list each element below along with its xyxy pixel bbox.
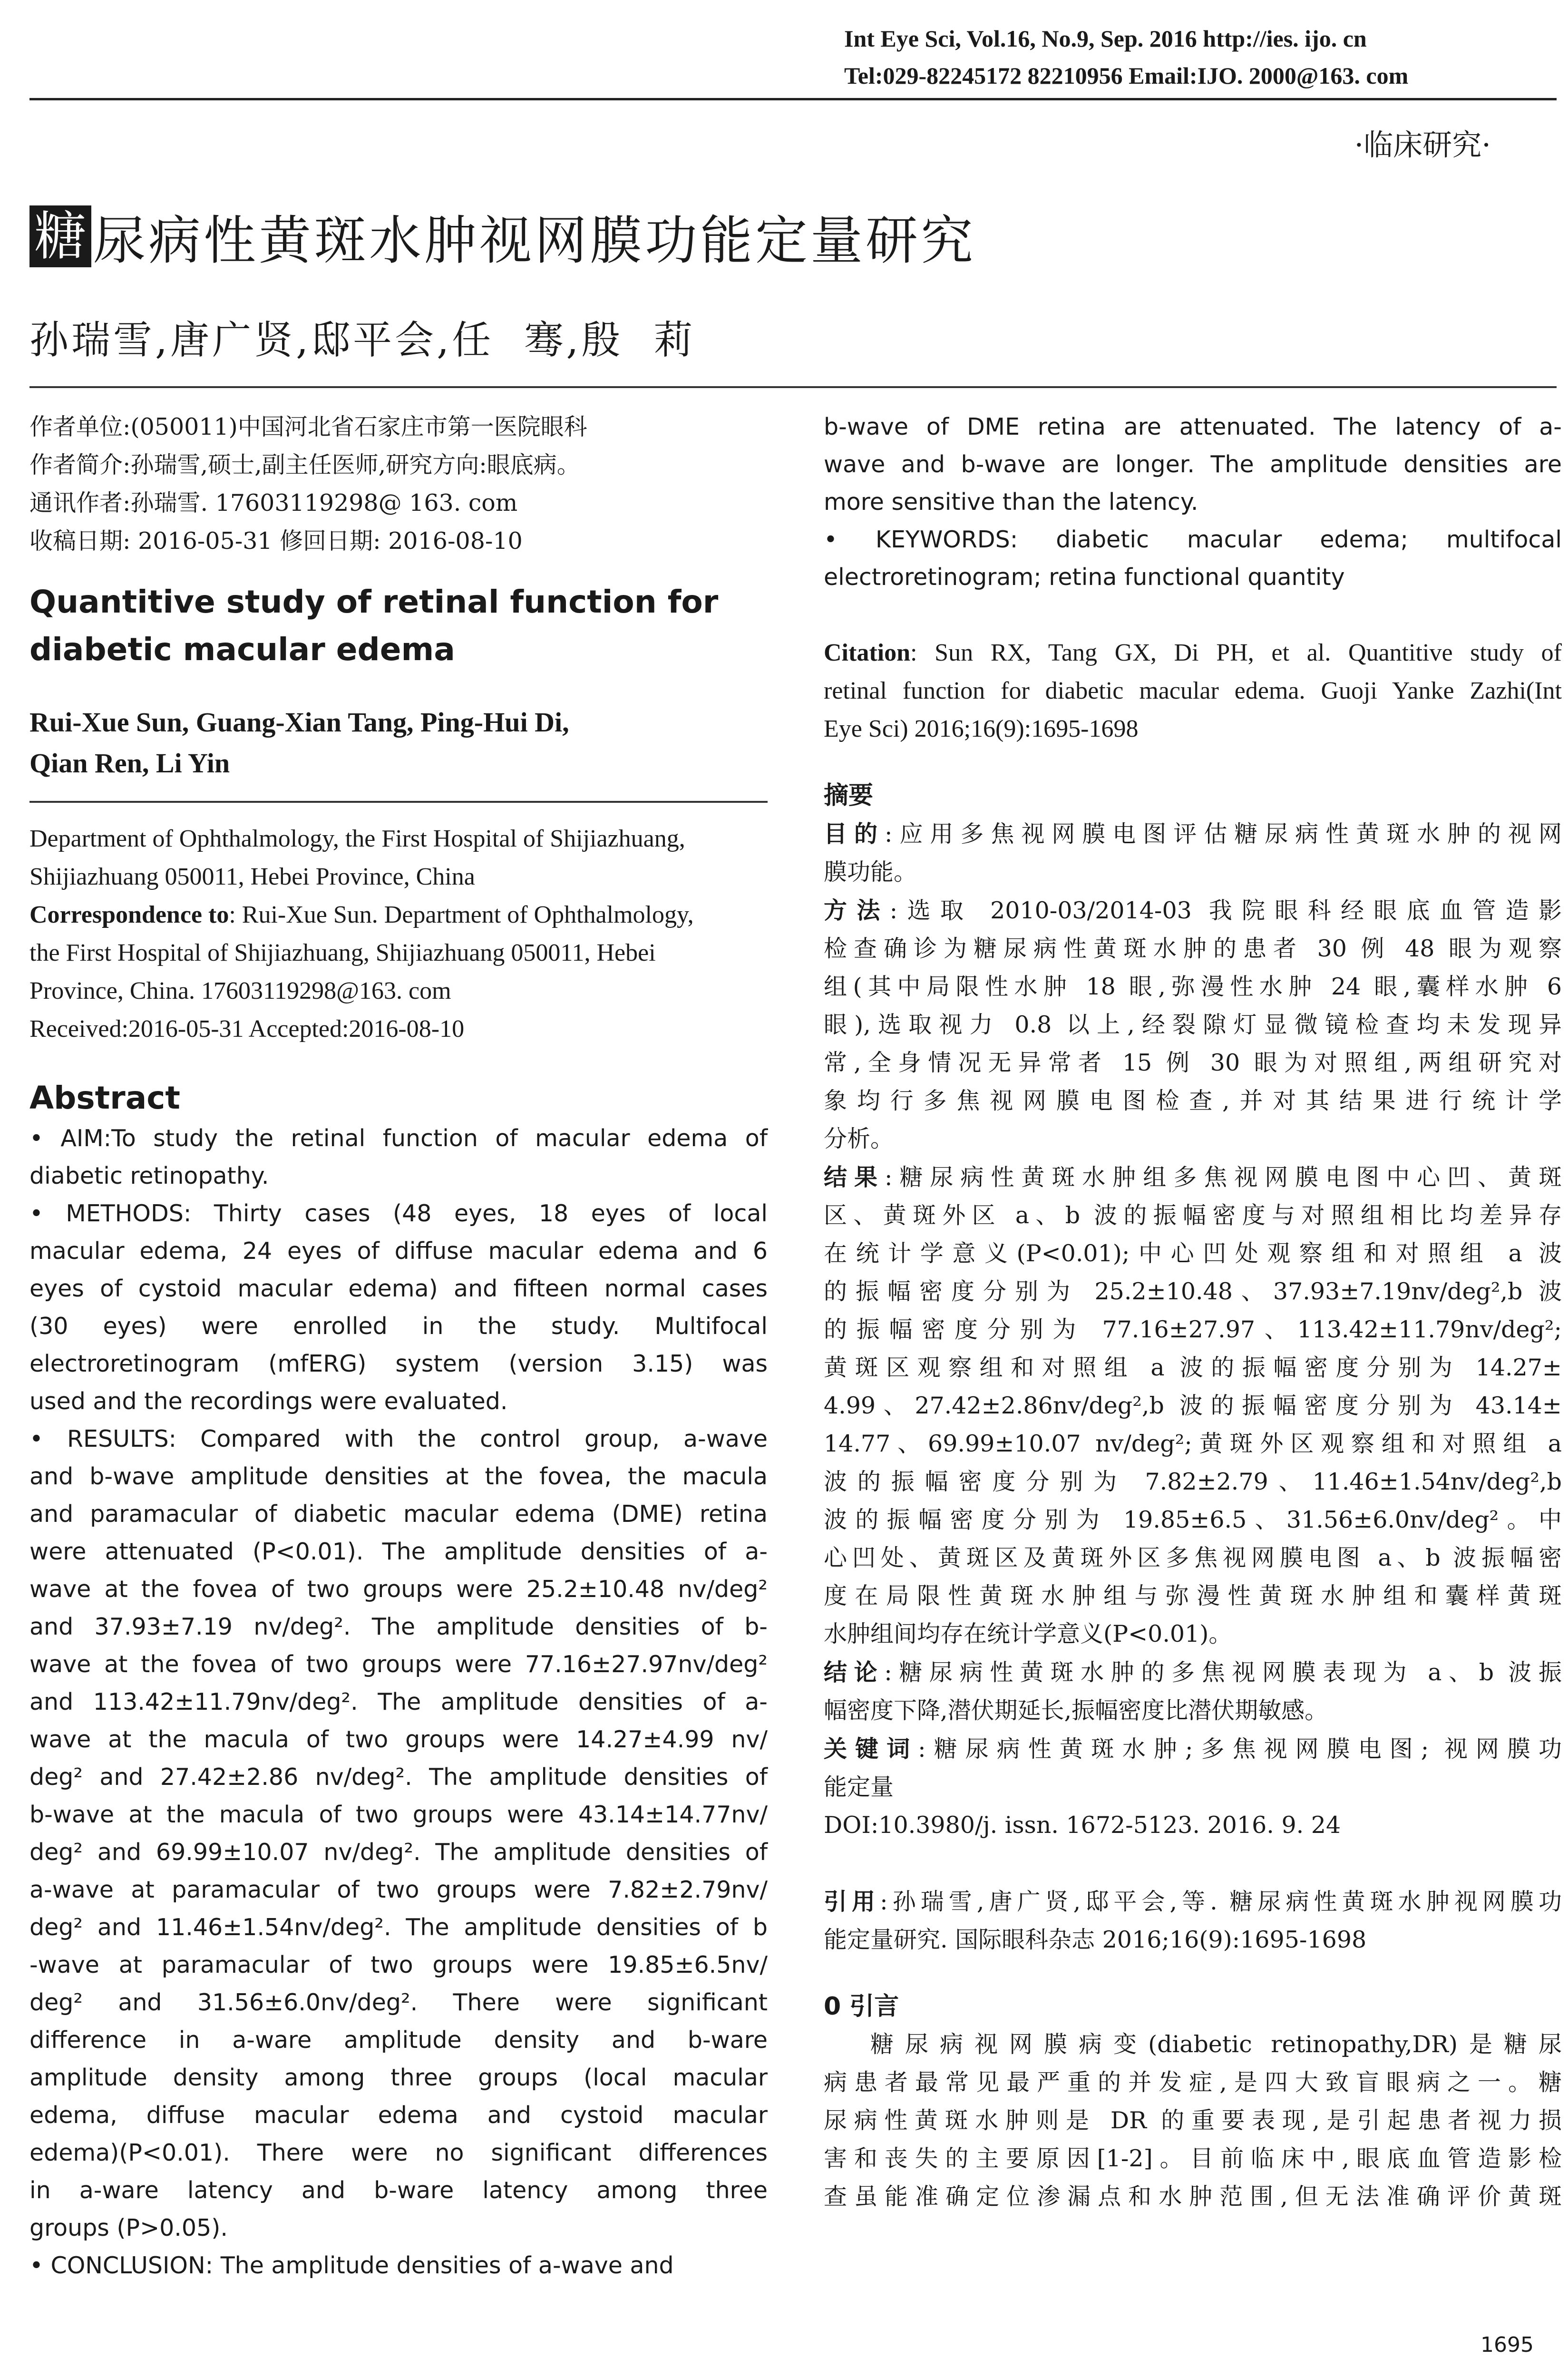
abstract-line: electroretinogram; retina functional quantity: [824, 564, 1345, 591]
affiliation-line: Province, China. 17603119298@163. com: [29, 977, 451, 1004]
abstract-line: deg² and 69.99±10.07 nv/deg². The amplitude densities of: [29, 1839, 768, 1866]
abstract-line: wave at the fovea of two groups were 25.2±10.48 nv/deg²: [29, 1576, 768, 1603]
english-affiliation: [29, 820, 768, 1048]
english-title: [29, 578, 768, 673]
affiliation-line: Shijiazhuang 050011, Hebei Province, China: [29, 863, 475, 890]
abstract-line: a-wave at paramacular of two groups were 7.82±2.79nv/: [29, 1876, 768, 1903]
zhaiyao-line: 结论:糖尿病性黄斑水肿的多焦视网膜表现为 a、b 波振: [824, 1658, 1562, 1686]
abstract-line: wave at the fovea of two groups were 77.16±27.97nv/deg²: [29, 1651, 768, 1678]
left-column: [29, 408, 768, 2284]
chinese-citation: [824, 1882, 1562, 1959]
intro-line: 害和丧失的主要原因[1-2]。目前临床中,眼底血管造影检: [824, 2145, 1562, 2172]
citation-block: [824, 634, 1562, 748]
zhaiyao-line: 心凹处、黄斑区及黄斑外区多焦视网膜电图 a、b 波振幅密: [824, 1544, 1562, 1571]
zhaiyao-line: 的振幅密度分别为 77.16±27.97、113.42±11.79nv/deg²;: [824, 1316, 1562, 1343]
zhaiyao-line: DOI:10.3980/j. issn. 1672-5123. 2016. 9. 24: [824, 1812, 1341, 1839]
zhaiyao-line: 在统计学意义(P<0.01);中心凹处观察组和对照组 a 波: [824, 1240, 1562, 1267]
zhaiyao-line: 波的振幅密度分别为 7.82±2.79、11.46±1.54nv/deg²,b: [824, 1468, 1562, 1495]
abstract-line: -wave at paramacular of two groups were 19.85±6.5nv/: [29, 1951, 768, 1978]
abstract-line: wave and b-wave are longer. The amplitude densities are: [824, 451, 1562, 478]
header-rule: [29, 98, 1557, 100]
intro-heading: 0 引言: [824, 1992, 899, 2021]
abstract-line: • METHODS: Thirty cases (48 eyes, 18 eyes of local: [29, 1200, 768, 1227]
zhaiyao-line: 能定量: [824, 1773, 894, 1801]
author-info-line: 作者简介:孙瑞雪,硕士,副主任医师,研究方向:眼底病。: [29, 451, 580, 478]
english-title-line: diabetic macular edema: [29, 631, 455, 668]
zhaiyao-line: 水肿组间均存在统计学意义(P<0.01)。: [824, 1620, 1232, 1647]
zhaiyao-line: 象均行多焦视网膜电图检查,并对其结果进行统计学: [824, 1087, 1562, 1114]
abstract-body: [29, 1120, 768, 2284]
author-info-cn: [29, 408, 768, 560]
abstract-line: edema, diffuse macular edema and cystoid macular: [29, 2102, 768, 2129]
abstract-line: electroretinogram (mfERG) system (version 3.15) was: [29, 1350, 768, 1377]
zhaiyao-line: 度在局限性黄斑水肿组与弥漫性黄斑水肿组和囊样黄斑: [824, 1582, 1562, 1609]
abstract-line: • CONCLUSION: The amplitude densities of a-wave and: [29, 2252, 674, 2279]
zhaiyao-line: 结果:糖尿病性黄斑水肿组多焦视网膜电图中心凹、黄斑: [824, 1163, 1562, 1191]
abstract-line: and 37.93±7.19 nv/deg². The amplitude densities of b-: [29, 1613, 768, 1640]
abstract-line: deg² and 27.42±2.86 nv/deg². The amplitude densities of: [29, 1763, 768, 1791]
zhaiyao-line: 目的:应用多焦视网膜电图评估糖尿病性黄斑水肿的视网: [824, 820, 1562, 848]
abstract-line: amplitude density among three groups (local macular: [29, 2064, 768, 2091]
abstract-line: and b-wave amplitude densities at the fovea, the macula: [29, 1463, 768, 1490]
zhaiyao-line: 14.77、69.99±10.07 nv/deg²;黄斑外区观察组和对照组 a: [824, 1430, 1562, 1457]
abstract-line: eyes of cystoid macular edema) and fifteen normal cases: [29, 1275, 768, 1302]
title-first-char: 糖: [29, 205, 91, 267]
zhaiyao-line: 常,全身情况无异常者 15 例 30 眼为对照组,两组研究对: [824, 1049, 1562, 1076]
affiliation-line: Received:2016-05-31 Accepted:2016-08-10: [29, 1015, 465, 1042]
english-author-line: Qian Ren, Li Yin: [29, 748, 230, 779]
zhaiyao-line: 区、黄斑外区 a、b 波的振幅密度与对照组相比均差异存: [824, 1202, 1562, 1229]
article-title: [29, 199, 976, 274]
citation-line: retinal function for diabetic macular edema. Guoji Yanke Zazhi(Int: [824, 677, 1562, 704]
abstract-line: b-wave of DME retina are attenuated. The latency of a-: [824, 413, 1562, 440]
abstract-line: wave at the macula of two groups were 14.27±4.99 nv/: [29, 1726, 768, 1753]
zhaiyao-line: 波的振幅密度分别为 19.85±6.5、31.56±6.0nv/deg²。中: [824, 1506, 1562, 1533]
english-author-line: Rui-Xue Sun, Guang-Xian Tang, Ping-Hui Di,: [29, 707, 569, 738]
yinyong-line: 引用:孙瑞雪,唐广贤,邸平会,等. 糖尿病性黄斑水肿视网膜功: [824, 1888, 1562, 1915]
abstract-line: (30 eyes) were enrolled in the study. Multifocal: [29, 1313, 768, 1340]
english-title-line: Quantitive study of retinal function for: [29, 584, 719, 620]
abstract-line: deg² and 31.56±6.0nv/deg². There were significant: [29, 1989, 768, 2016]
abstract-continued: [824, 408, 1562, 596]
abstract-line: diabetic retinopathy.: [29, 1162, 269, 1189]
abstract-line: were attenuated (P<0.01). The amplitude densities of a-: [29, 1538, 768, 1565]
abstract-line: difference in a-ware amplitude density and b-ware: [29, 2026, 768, 2054]
journal-issue-line: Int Eye Sci, Vol.16, No.9, Sep. 2016 http://ies. ijo. cn: [844, 25, 1367, 52]
zhaiyao-line: 膜功能。: [824, 858, 917, 886]
title-text: 尿病性黄斑水肿视网膜功能定量研究: [93, 210, 976, 271]
abstract-line: and paramacular of diabetic macular edema (DME) retina: [29, 1500, 768, 1528]
authors-cn: 孙瑞雪,唐广贤,邸平会,任 骞,殷 莉: [29, 318, 696, 363]
abstract-line: • AIM:To study the retinal function of macular edema of: [29, 1125, 768, 1152]
zhaiyao-line: 关键词:糖尿病性黄斑水肿;多焦视网膜电图; 视网膜功: [824, 1735, 1562, 1763]
zhaiyao-line: 黄斑区观察组和对照组 a 波的振幅密度分别为 14.27±: [824, 1354, 1562, 1381]
citation-line: Citation: Sun RX, Tang GX, Di PH, et al. Quantitive study of: [824, 639, 1562, 666]
page-number: 1695: [1480, 2333, 1534, 2357]
zhaiyao-heading: 摘要: [824, 781, 874, 810]
title-rule: [29, 386, 1557, 388]
zhaiyao-line: 幅密度下降,潜伏期延长,振幅密度比潜伏期敏感。: [824, 1697, 1328, 1724]
abstract-line: • RESULTS: Compared with the control group, a-wave: [29, 1425, 768, 1452]
affiliation-line: Correspondence to: Rui-Xue Sun. Department of Ophthalmology,: [29, 901, 694, 928]
yinyong-line: 能定量研究. 国际眼科杂志 2016;16(9):1695-1698: [824, 1926, 1367, 1953]
abstract-line: used and the recordings were evaluated.: [29, 1388, 508, 1415]
author-info-line: 通讯作者:孙瑞雪. 17603119298@ 163. com: [29, 489, 518, 516]
zhaiyao-line: 4.99、27.42±2.86nv/deg²,b 波的振幅密度分别为 43.14±: [824, 1392, 1562, 1419]
zhaiyao-line: 的振幅密度分别为 25.2±10.48、37.93±7.19nv/deg²,b 波: [824, 1278, 1562, 1305]
introduction-text: [824, 2026, 1562, 2216]
right-column: [824, 408, 1562, 2216]
intro-line: 尿病性黄斑水肿则是 DR 的重要表现,是引起患者视力损: [824, 2107, 1562, 2134]
affiliation-line: Department of Ophthalmology, the First Hospital of Shijiazhuang,: [29, 825, 685, 852]
author-info-line: 收稿日期: 2016-05-31 修回日期: 2016-08-10: [29, 527, 523, 555]
abstract-line: macular edema, 24 eyes of diffuse macular edema and 6: [29, 1237, 768, 1265]
zhaiyao-line: 检查确诊为糖尿病性黄斑水肿的患者 30 例 48 眼为观察: [824, 935, 1562, 962]
chinese-abstract: [824, 815, 1562, 1844]
journal-contact-line: Tel:029-82245172 82210956 Email:IJO. 2000@163. com: [844, 62, 1409, 89]
zhaiyao-line: 方法:选取 2010-03/2014-03 我院眼科经眼底血管造影: [824, 896, 1562, 924]
intro-line: 查虽能准确定位渗漏点和水肿范围,但无法准确评价黄斑: [824, 2183, 1562, 2210]
author-info-line: 作者单位:(050011)中国河北省石家庄市第一医院眼科: [29, 413, 587, 440]
abstract-line: edema)(P<0.01). There were no significant differences: [29, 2139, 768, 2166]
abstract-line: groups (P>0.05).: [29, 2214, 228, 2241]
zhaiyao-line: 眼),选取视力 0.8 以上,经裂隙灯显微镜检查均未发现异: [824, 1011, 1562, 1038]
zhaiyao-line: 组(其中局限性水肿 18 眼,弥漫性水肿 24 眼,囊样水肿 6: [824, 973, 1562, 1000]
abstract-line: • KEYWORDS: diabetic macular edema; multifocal: [824, 526, 1562, 553]
abstract-line: and 113.42±11.79nv/deg². The amplitude densities of a-: [29, 1688, 768, 1715]
intro-line: 病患者最常见最严重的并发症,是四大致盲眼病之一。糖: [824, 2069, 1562, 2096]
zhaiyao-line: 分析。: [824, 1125, 894, 1152]
abstract-heading: Abstract: [29, 1080, 180, 1116]
abstract-line: b-wave at the macula of two groups were 43.14±14.77nv/: [29, 1801, 768, 1828]
abstract-line: deg² and 11.46±1.54nv/deg². The amplitude densities of b: [29, 1914, 768, 1941]
citation-line: Eye Sci) 2016;16(9):1695-1698: [824, 715, 1139, 742]
section-tag: ·临床研究·: [1354, 127, 1491, 162]
intro-line: 糖尿病视网膜病变(diabetic retinopathy,DR)是糖尿: [870, 2031, 1562, 2058]
affiliation-line: the First Hospital of Shijiazhuang, Shijiazhuang 050011, Hebei: [29, 939, 656, 966]
english-authors: [29, 702, 768, 784]
abstract-line: in a-ware latency and b-ware latency among three: [29, 2177, 768, 2204]
abstract-line: more sensitive than the latency.: [824, 488, 1198, 516]
